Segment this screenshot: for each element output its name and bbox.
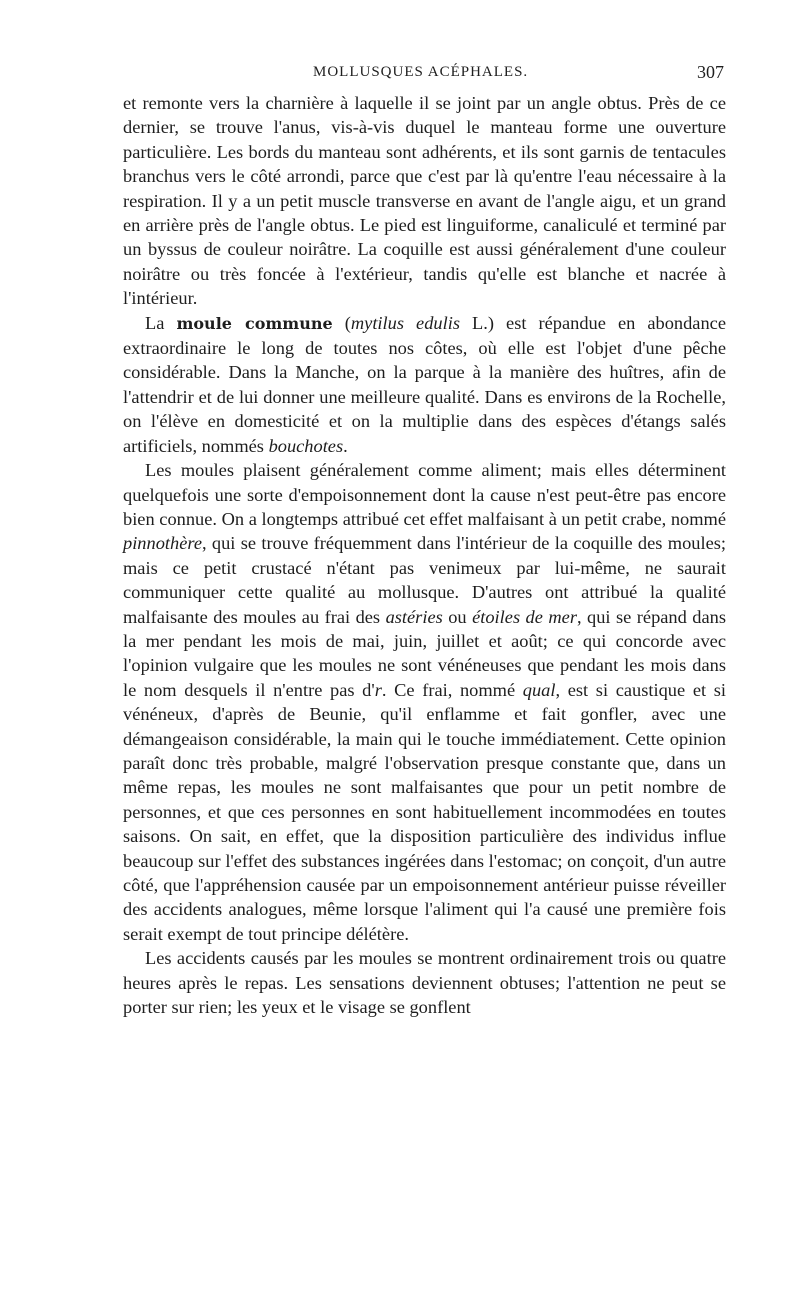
italic-term: mytilus edulis (350, 312, 460, 333)
body-text (123, 91, 726, 1019)
text-segment: . Ce frai, nommé (381, 679, 523, 700)
italic-term: bouchotes (268, 435, 344, 456)
page-number: 307 (697, 62, 724, 82)
bold-term: moule commune (176, 313, 333, 333)
book-page (123, 60, 726, 1019)
text-segment: , est si caustique et si vénéneux, d'après de Beunie, qu'il enflamme et fait gonfler, avec une démangeaison considérable, la main qui le touche immédiatement. Cette opinion paraît donc très probable, malgré l'observation presque constante que, dans un même repas, les moules ne sont malfaisantes que pour un petit nombre de personnes, et que ces personnes en sont habituellement incommodées en toutes saisons. On sait, en effet, que la disposition particulière des individus influe beaucoup sur l'effet des substances ingérées dans l'estomac; on conçoit, d'un autre côté, que l'appréhension causée par un empoisonnement antérieur puisse réveiller des accidents analogues, même lorsque l'aliment qui l'a causé une première fois serait exempt de tout principe délétère. (123, 679, 726, 944)
text-segment: La (145, 312, 177, 333)
paragraph-moule-commune (123, 311, 726, 458)
paragraph-accidents (123, 946, 726, 1019)
italic-term: qual (522, 679, 556, 700)
text-segment: et remonte vers la charnière à laquelle il se joint par un angle obtus. Près de ce dernier, se trouve l'anus, vis-à-vis duquel le manteau forme une ouverture particulière. Les bords du manteau sont adhérents, et ils sont garnis de tentacules branchus vers le côté arrondi, parce que c'est par là qu'entre l'eau nécessaire à la respiration. Il y a un petit muscle transverse en avant de l'angle aigu, et un grand en arrière près de l'angle obtus. Le pied est linguiforme, canaliculé et terminé par un byssus de couleur noirâtre. La coquille est aussi généralement d'une couleur noirâtre ou très foncée à l'extérieur, tandis qu'elle est blanche et nacrée à l'intérieur. (123, 93, 726, 309)
paragraph-continuation (123, 91, 726, 311)
italic-term: r (374, 679, 382, 700)
text-segment: Les moules plaisent généralement comme aliment; mais elles déterminent quelquefois une sorte d'empoisonnement dont la cause n'est peut-être pas encore bien connue. On a longtemps attribué cet effet malfaisant à un petit crabe, nommé (123, 460, 726, 529)
text-segment: Les accidents causés par les moules se montrent ordinairement trois ou quatre heures après le repas. Les sensations deviennent obtuses; l'attention ne peut se porter sur rien; les yeux et le visage se gonflent (123, 948, 726, 1018)
text-segment: ( (332, 312, 351, 333)
italic-term: étoiles de mer (472, 606, 577, 627)
italic-term: astéries (385, 606, 443, 627)
text-segment: , qui se répand dans la mer pendant les mois de mai, juin, juillet et août; ce qui concorde avec l'opinion vulgaire que les moules ne sont vénéneuses que pendant les mois dans le nom desquels il n'entre pas d' (123, 606, 726, 700)
text-segment: , qui se trouve fréquemment dans l'intérieur de la coquille des moules; mais ce petit crustacé n'étant pas venimeux par lui-même, ne saurait communiquer cette qualité au mollusque. D'autres ont attribué la qualité malfaisante des moules au frai des (123, 533, 726, 627)
running-header (123, 60, 726, 90)
italic-term: pinnothère (123, 533, 202, 554)
running-title: MOLLUSQUES ACÉPHALES. (313, 64, 529, 80)
text-segment: L.) est répandue en abondance extraordinaire le long de toutes nos côtes, où elle est l'objet d'une pêche considérable. Dans la Manche, on la parque à la manière des huîtres, afin de l'attendrir et de lui donner une meilleure qualité. Dans es environs de la Rochelle, on l'élève en domesticité et on la multiplie dans des espèces d'étangs salés artificiels, nommés (123, 312, 726, 456)
text-segment: ou (442, 606, 473, 627)
text-segment: . (343, 435, 348, 456)
paragraph-empoisonnement (123, 458, 726, 946)
